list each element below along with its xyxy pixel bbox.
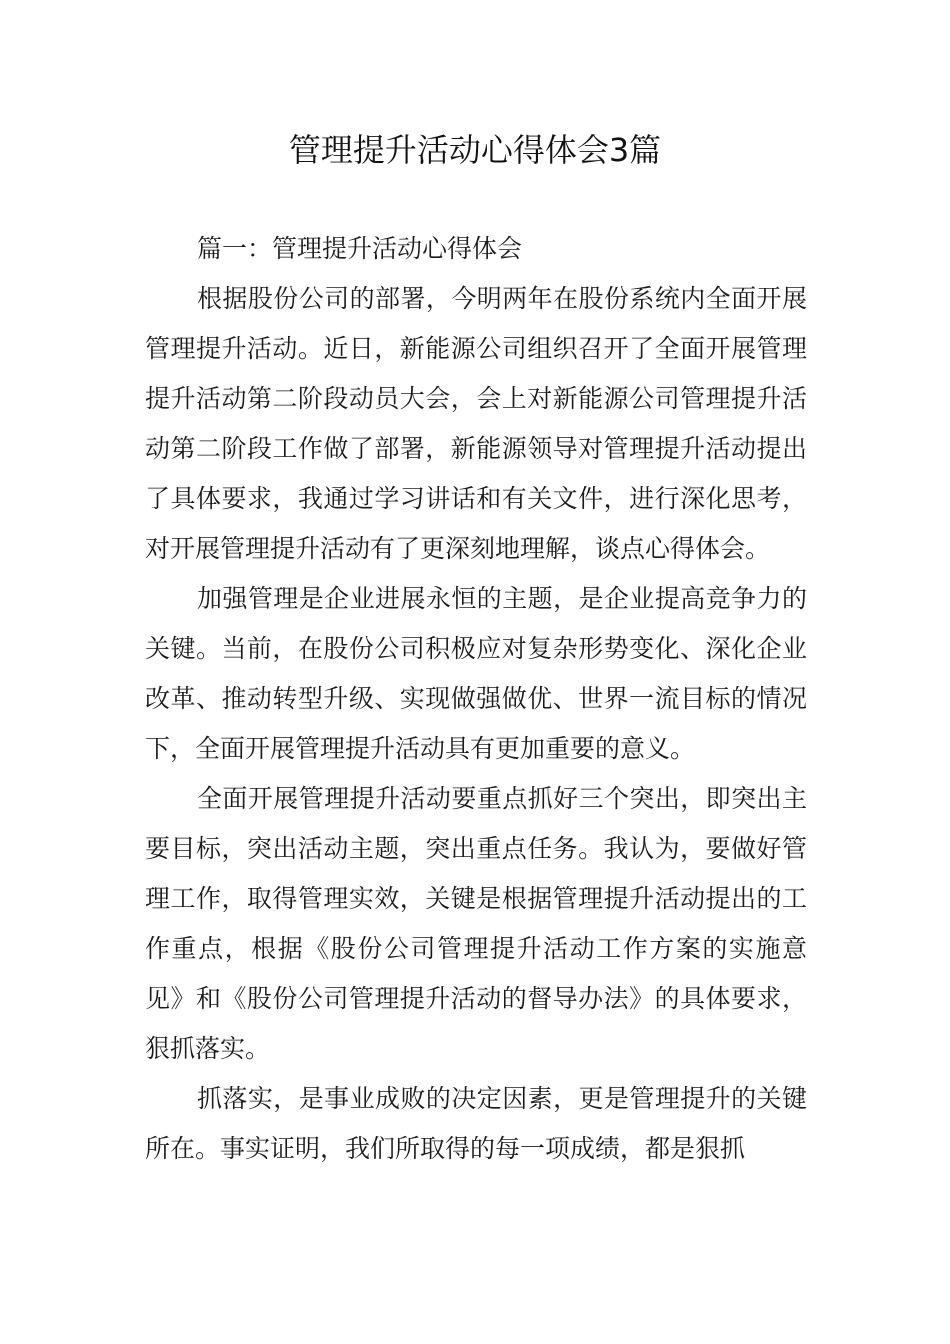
- body-paragraph: 加强管理是企业进展永恒的主题，是企业提高竞争力的关键。当前，在股份公司积极应对复杂形势变化、深化企业改革、推动转型升级、实现做强做优、世界一流目标的情况下，全面开展管理提升活动具有更加重要的意义。: [145, 584, 807, 763]
- body-paragraph: 全面开展管理提升活动要重点抓好三个突出，即突出主要目标，突出活动主题，突出重点任务。我认为，要做好管理工作，取得管理实效，关键是根据管理提升活动提出的工作重点，根据《股份公司管理提升活动工作方案的实施意见》和《股份公司管理提升活动的督导办法》的具体要求，狠抓落实。: [145, 784, 807, 1063]
- document-title: 管理提升活动心得体会3篇: [288, 131, 662, 169]
- document-body: [145, 224, 807, 1174]
- body-paragraph: 根据股份公司的部署，今明两年在股份系统内全面开展管理提升活动。近日，新能源公司组织召开了全面开展管理提升活动第二阶段动员大会，会上对新能源公司管理提升活动第二阶段工作做了部署，新能源领导对管理提升活动提出了具体要求，我通过学习讲话和有关文件，进行深化思考，对开展管理提升活动有了更深刻地理解，谈点心得体会。: [145, 284, 807, 563]
- body-paragraph: 抓落实，是事业成败的决定因素，更是管理提升的关键所在。事实证明，我们所取得的每一项成绩，都是狠抓: [145, 1084, 807, 1163]
- section-heading: 篇一：管理提升活动心得体会: [197, 234, 523, 263]
